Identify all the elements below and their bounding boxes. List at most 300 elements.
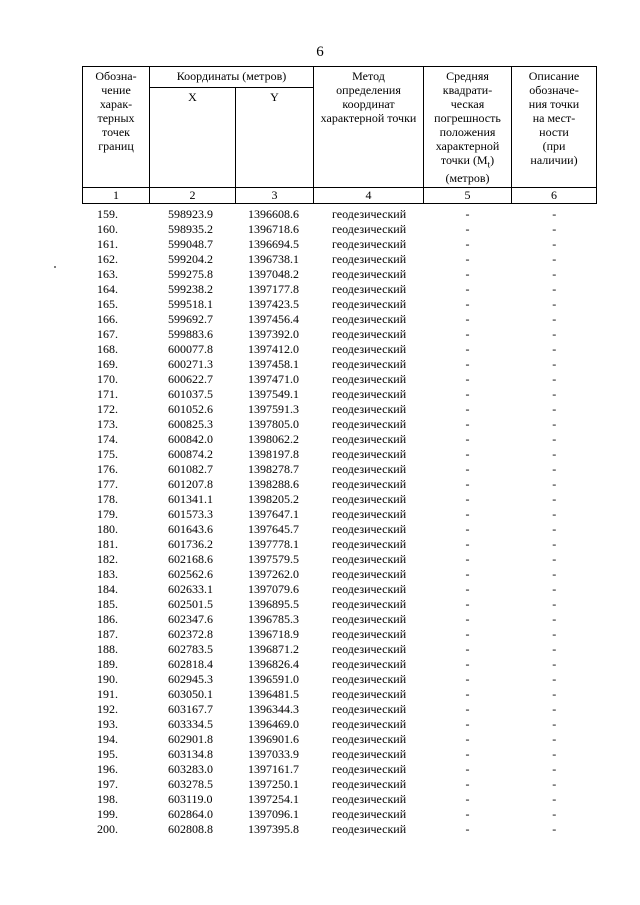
cell-x: 599883.6 — [168, 327, 213, 342]
cell-e: - — [465, 477, 470, 492]
cell-x: 599275.8 — [168, 267, 213, 282]
cell-m: геодезический — [332, 432, 407, 447]
cell-y: 1398197.8 — [248, 447, 299, 462]
cell-y: 1396591.0 — [248, 672, 299, 687]
cell-x: 600842.0 — [168, 432, 213, 447]
cell-d: - — [552, 747, 557, 762]
cell-y: 1398288.6 — [248, 477, 299, 492]
cell-m: геодезический — [332, 762, 407, 777]
table-row — [83, 387, 597, 402]
cell-x: 602864.0 — [168, 807, 213, 822]
header-point-designation: Обозна- чение харак- терных точек границ — [83, 67, 150, 188]
cell-e: - — [465, 642, 470, 657]
cell-e: - — [465, 582, 470, 597]
cell-x: 602783.5 — [168, 642, 213, 657]
cell-n: 199. — [97, 807, 118, 822]
cell-n: 183. — [97, 567, 118, 582]
table-row — [83, 822, 597, 837]
cell-m: геодезический — [332, 687, 407, 702]
cell-y: 1397412.0 — [248, 342, 299, 357]
cell-n: 170. — [97, 372, 118, 387]
cell-n: 164. — [97, 282, 118, 297]
cell-y: 1396785.3 — [248, 612, 299, 627]
cell-e: - — [465, 792, 470, 807]
cell-d: - — [552, 657, 557, 672]
cell-e: - — [465, 342, 470, 357]
table-row — [83, 792, 597, 807]
cell-m: геодезический — [332, 207, 407, 222]
coordinates-table — [82, 66, 597, 837]
table-row — [83, 717, 597, 732]
table-row — [83, 777, 597, 792]
cell-d: - — [552, 702, 557, 717]
cell-m: геодезический — [332, 297, 407, 312]
cell-d: - — [552, 297, 557, 312]
cell-n: 191. — [97, 687, 118, 702]
cell-m: геодезический — [332, 267, 407, 282]
cell-y: 1396826.4 — [248, 657, 299, 672]
cell-d: - — [552, 372, 557, 387]
cell-e: - — [465, 507, 470, 522]
table-row — [83, 312, 597, 327]
cell-x: 599204.2 — [168, 252, 213, 267]
table-row — [83, 537, 597, 552]
cell-y: 1397778.1 — [248, 537, 299, 552]
cell-n: 172. — [97, 402, 118, 417]
cell-d: - — [552, 822, 557, 837]
cell-m: геодезический — [332, 522, 407, 537]
cell-m: геодезический — [332, 507, 407, 522]
cell-n: 160. — [97, 222, 118, 237]
cell-e: - — [465, 552, 470, 567]
table-row — [83, 507, 597, 522]
cell-y: 1397033.9 — [248, 747, 299, 762]
cell-e: - — [465, 822, 470, 837]
cell-x: 602501.5 — [168, 597, 213, 612]
cell-d: - — [552, 237, 557, 252]
cell-d: - — [552, 582, 557, 597]
cell-y: 1396344.3 — [248, 702, 299, 717]
table-row — [83, 447, 597, 462]
header-y: Y — [236, 87, 314, 187]
table-row — [83, 204, 597, 223]
cell-n: 174. — [97, 432, 118, 447]
cell-y: 1398062.2 — [248, 432, 299, 447]
cell-n: 181. — [97, 537, 118, 552]
cell-e: - — [465, 777, 470, 792]
table-body — [83, 204, 597, 838]
cell-y: 1396718.6 — [248, 222, 299, 237]
cell-m: геодезический — [332, 792, 407, 807]
cell-x: 599518.1 — [168, 297, 213, 312]
cell-e: - — [465, 387, 470, 402]
cell-x: 602808.8 — [168, 822, 213, 837]
table-row — [83, 657, 597, 672]
cell-d: - — [552, 342, 557, 357]
cell-d: - — [552, 387, 557, 402]
cell-x: 603167.7 — [168, 702, 213, 717]
table-row — [83, 267, 597, 282]
table-row — [83, 402, 597, 417]
cell-e: - — [465, 687, 470, 702]
cell-x: 601573.3 — [168, 507, 213, 522]
header-error-text: Средняя квадрати- ческая погрешность положения характерной точки (M — [434, 69, 501, 167]
cell-y: 1397591.3 — [248, 402, 299, 417]
cell-x: 601736.2 — [168, 537, 213, 552]
cell-e: - — [465, 762, 470, 777]
cell-e: - — [465, 492, 470, 507]
cell-d: - — [552, 717, 557, 732]
cell-e: - — [465, 207, 470, 222]
cell-d: - — [552, 732, 557, 747]
cell-y: 1397456.4 — [248, 312, 299, 327]
cell-d: - — [552, 627, 557, 642]
cell-e: - — [465, 252, 470, 267]
cell-x: 598935.2 — [168, 222, 213, 237]
cell-n: 192. — [97, 702, 118, 717]
cell-y: 1396469.0 — [248, 717, 299, 732]
cell-m: геодезический — [332, 747, 407, 762]
header-error-sub: t — [487, 159, 491, 170]
table-row — [83, 732, 597, 747]
cell-d: - — [552, 762, 557, 777]
cell-x: 599048.7 — [168, 237, 213, 252]
cell-m: геодезический — [332, 282, 407, 297]
cell-e: - — [465, 432, 470, 447]
cell-y: 1397079.6 — [248, 582, 299, 597]
cell-x: 601082.7 — [168, 462, 213, 477]
cell-d: - — [552, 807, 557, 822]
table-row — [83, 282, 597, 297]
page-number: 6 — [316, 44, 324, 60]
cell-m: геодезический — [332, 597, 407, 612]
cell-d: - — [552, 432, 557, 447]
cell-x: 601052.6 — [168, 402, 213, 417]
cell-x: 603050.1 — [168, 687, 213, 702]
header-error — [424, 67, 512, 188]
cell-y: 1397805.0 — [248, 417, 299, 432]
cell-n: 165. — [97, 297, 118, 312]
cell-n: 177. — [97, 477, 118, 492]
cell-e: - — [465, 657, 470, 672]
cell-y: 1398205.2 — [248, 492, 299, 507]
cell-y: 1397048.2 — [248, 267, 299, 282]
header-num-2: 2 — [150, 188, 236, 204]
cell-y: 1398278.7 — [248, 462, 299, 477]
cell-e: - — [465, 567, 470, 582]
cell-d: - — [552, 612, 557, 627]
cell-n: 185. — [97, 597, 118, 612]
cell-x: 603278.5 — [168, 777, 213, 792]
cell-n: 200. — [97, 822, 118, 837]
cell-n: 178. — [97, 492, 118, 507]
cell-n: 196. — [97, 762, 118, 777]
header-coordinates-group: Координаты (метров) — [150, 67, 314, 88]
cell-y: 1396694.5 — [248, 237, 299, 252]
table-row — [83, 237, 597, 252]
cell-x: 603119.0 — [168, 792, 213, 807]
cell-y: 1396901.6 — [248, 732, 299, 747]
cell-e: - — [465, 267, 470, 282]
cell-m: геодезический — [332, 627, 407, 642]
cell-n: 161. — [97, 237, 118, 252]
cell-n: 166. — [97, 312, 118, 327]
cell-n: 189. — [97, 657, 118, 672]
cell-m: геодезический — [332, 312, 407, 327]
cell-m: геодезический — [332, 552, 407, 567]
cell-e: - — [465, 372, 470, 387]
cell-m: геодезический — [332, 462, 407, 477]
table-row — [83, 492, 597, 507]
cell-x: 601037.5 — [168, 387, 213, 402]
cell-x: 602562.6 — [168, 567, 213, 582]
cell-d: - — [552, 672, 557, 687]
cell-y: 1396738.1 — [248, 252, 299, 267]
cell-m: геодезический — [332, 492, 407, 507]
cell-d: - — [552, 252, 557, 267]
table-row — [83, 327, 597, 342]
cell-x: 602818.4 — [168, 657, 213, 672]
cell-m: геодезический — [332, 732, 407, 747]
cell-y: 1397423.5 — [248, 297, 299, 312]
cell-d: - — [552, 792, 557, 807]
cell-e: - — [465, 327, 470, 342]
cell-e: - — [465, 732, 470, 747]
cell-d: - — [552, 222, 557, 237]
cell-e: - — [465, 702, 470, 717]
table-row — [83, 297, 597, 312]
cell-n: 173. — [97, 417, 118, 432]
cell-y: 1397254.1 — [248, 792, 299, 807]
cell-n: 159. — [97, 207, 118, 222]
table-row — [83, 357, 597, 372]
cell-d: - — [552, 312, 557, 327]
header-num-3: 3 — [236, 188, 314, 204]
cell-n: 197. — [97, 777, 118, 792]
cell-d: - — [552, 417, 557, 432]
cell-x: 601341.1 — [168, 492, 213, 507]
table-row — [83, 522, 597, 537]
cell-m: геодезический — [332, 327, 407, 342]
cell-n: 187. — [97, 627, 118, 642]
cell-y: 1397647.1 — [248, 507, 299, 522]
table-row — [83, 462, 597, 477]
cell-x: 600077.8 — [168, 342, 213, 357]
cell-d: - — [552, 777, 557, 792]
cell-e: - — [465, 297, 470, 312]
header-error-tail: ) (метров) — [445, 153, 495, 186]
cell-n: 198. — [97, 792, 118, 807]
table-row — [83, 477, 597, 492]
table-row — [83, 672, 597, 687]
cell-x: 600622.7 — [168, 372, 213, 387]
cell-x: 602633.1 — [168, 582, 213, 597]
cell-x: 601643.6 — [168, 522, 213, 537]
cell-m: геодезический — [332, 822, 407, 837]
header-num-6: 6 — [512, 188, 597, 204]
cell-e: - — [465, 612, 470, 627]
cell-m: геодезический — [332, 582, 407, 597]
cell-d: - — [552, 507, 557, 522]
cell-y: 1396718.9 — [248, 627, 299, 642]
cell-m: геодезический — [332, 657, 407, 672]
table-row — [83, 702, 597, 717]
cell-d: - — [552, 687, 557, 702]
table-row — [83, 342, 597, 357]
cell-e: - — [465, 282, 470, 297]
cell-y: 1397549.1 — [248, 387, 299, 402]
cell-m: геодезический — [332, 237, 407, 252]
header-num-5: 5 — [424, 188, 512, 204]
cell-m: геодезический — [332, 417, 407, 432]
table-row — [83, 417, 597, 432]
cell-y: 1397096.1 — [248, 807, 299, 822]
cell-x: 600825.3 — [168, 417, 213, 432]
cell-e: - — [465, 357, 470, 372]
cell-e: - — [465, 807, 470, 822]
cell-n: 175. — [97, 447, 118, 462]
cell-n: 162. — [97, 252, 118, 267]
cell-m: геодезический — [332, 342, 407, 357]
cell-d: - — [552, 282, 557, 297]
cell-n: 171. — [97, 387, 118, 402]
cell-d: - — [552, 207, 557, 222]
cell-m: геодезический — [332, 672, 407, 687]
table-row — [83, 762, 597, 777]
header-num-1: 1 — [83, 188, 150, 204]
table-row — [83, 642, 597, 657]
cell-d: - — [552, 462, 557, 477]
cell-y: 1396871.2 — [248, 642, 299, 657]
table-row — [83, 222, 597, 237]
cell-m: геодезический — [332, 372, 407, 387]
cell-m: геодезический — [332, 702, 407, 717]
cell-m: геодезический — [332, 222, 407, 237]
cell-x: 602901.8 — [168, 732, 213, 747]
cell-n: 195. — [97, 747, 118, 762]
cell-n: 176. — [97, 462, 118, 477]
header-num-4: 4 — [314, 188, 424, 204]
cell-m: геодезический — [332, 447, 407, 462]
table-row — [83, 567, 597, 582]
cell-e: - — [465, 447, 470, 462]
cell-m: геодезический — [332, 477, 407, 492]
cell-m: геодезический — [332, 717, 407, 732]
cell-x: 600874.2 — [168, 447, 213, 462]
cell-e: - — [465, 402, 470, 417]
table-row — [83, 372, 597, 387]
cell-m: геодезический — [332, 567, 407, 582]
cell-n: 193. — [97, 717, 118, 732]
cell-x: 603334.5 — [168, 717, 213, 732]
cell-y: 1397161.7 — [248, 762, 299, 777]
cell-x: 602372.8 — [168, 627, 213, 642]
cell-e: - — [465, 222, 470, 237]
cell-n: 180. — [97, 522, 118, 537]
cell-n: 182. — [97, 552, 118, 567]
cell-n: 179. — [97, 507, 118, 522]
cell-y: 1396481.5 — [248, 687, 299, 702]
cell-e: - — [465, 462, 470, 477]
cell-m: геодезический — [332, 252, 407, 267]
cell-y: 1397392.0 — [248, 327, 299, 342]
cell-e: - — [465, 522, 470, 537]
cell-e: - — [465, 672, 470, 687]
cell-d: - — [552, 537, 557, 552]
header-description: Описание обозначе- ния точки на мест- ности (при наличии) — [512, 67, 597, 188]
table-row — [83, 612, 597, 627]
cell-x: 602347.6 — [168, 612, 213, 627]
cell-e: - — [465, 312, 470, 327]
cell-n: 186. — [97, 612, 118, 627]
cell-y: 1397579.5 — [248, 552, 299, 567]
cell-e: - — [465, 237, 470, 252]
cell-n: 163. — [97, 267, 118, 282]
header-method: Метод определения координат характерной точки — [314, 67, 424, 188]
cell-y: 1397250.1 — [248, 777, 299, 792]
cell-e: - — [465, 417, 470, 432]
cell-n: 190. — [97, 672, 118, 687]
cell-y: 1397262.0 — [248, 567, 299, 582]
cell-n: 168. — [97, 342, 118, 357]
cell-n: 184. — [97, 582, 118, 597]
cell-m: геодезический — [332, 807, 407, 822]
cell-e: - — [465, 717, 470, 732]
cell-y: 1397645.7 — [248, 522, 299, 537]
cell-d: - — [552, 567, 557, 582]
cell-d: - — [552, 447, 557, 462]
table-row — [83, 627, 597, 642]
cell-m: геодезический — [332, 777, 407, 792]
table-row — [83, 582, 597, 597]
cell-d: - — [552, 552, 557, 567]
cell-m: геодезический — [332, 642, 407, 657]
cell-n: 169. — [97, 357, 118, 372]
cell-x: 598923.9 — [168, 207, 213, 222]
cell-x: 602945.3 — [168, 672, 213, 687]
cell-n: 188. — [97, 642, 118, 657]
cell-m: геодезический — [332, 537, 407, 552]
cell-x: 602168.6 — [168, 552, 213, 567]
table-row — [83, 687, 597, 702]
table-row — [83, 597, 597, 612]
speck-mark — [54, 266, 56, 268]
cell-x: 599238.2 — [168, 282, 213, 297]
table-row — [83, 747, 597, 762]
cell-x: 601207.8 — [168, 477, 213, 492]
cell-d: - — [552, 492, 557, 507]
cell-x: 599692.7 — [168, 312, 213, 327]
cell-y: 1396608.6 — [248, 207, 299, 222]
cell-d: - — [552, 267, 557, 282]
cell-y: 1396895.5 — [248, 597, 299, 612]
cell-n: 167. — [97, 327, 118, 342]
cell-d: - — [552, 477, 557, 492]
cell-y: 1397395.8 — [248, 822, 299, 837]
cell-y: 1397177.8 — [248, 282, 299, 297]
cell-e: - — [465, 537, 470, 552]
cell-e: - — [465, 747, 470, 762]
cell-y: 1397458.1 — [248, 357, 299, 372]
table-row — [83, 432, 597, 447]
cell-e: - — [465, 597, 470, 612]
table-row — [83, 552, 597, 567]
header-x: X — [150, 87, 236, 187]
cell-e: - — [465, 627, 470, 642]
cell-n: 194. — [97, 732, 118, 747]
cell-d: - — [552, 327, 557, 342]
cell-d: - — [552, 357, 557, 372]
